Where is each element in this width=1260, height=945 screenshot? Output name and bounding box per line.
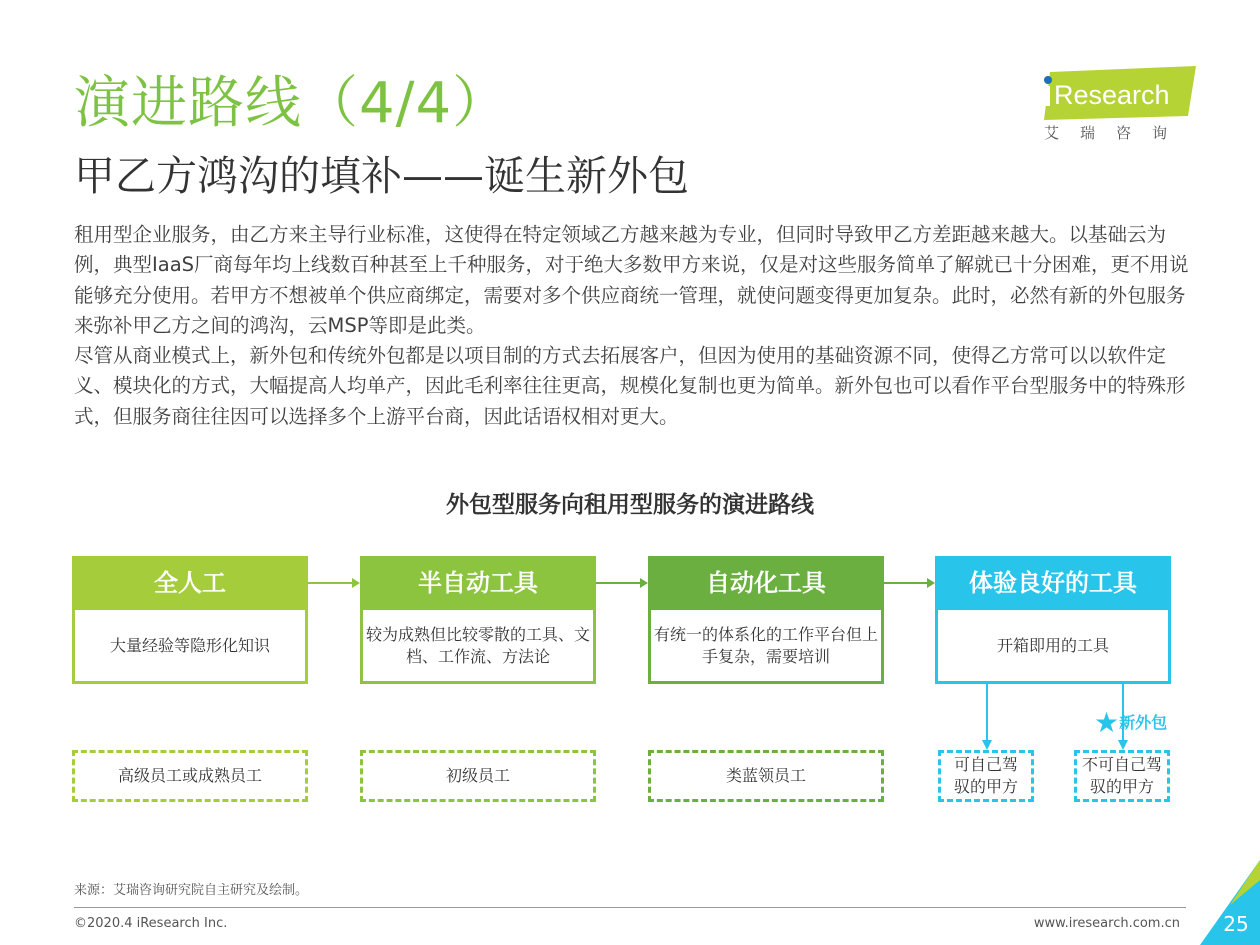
website-link: www.iresearch.com.cn bbox=[1033, 916, 1180, 931]
copyright: ©2020.4 iResearch Inc. bbox=[74, 916, 228, 931]
page-title: 演进路线（4/4） bbox=[74, 71, 510, 136]
page-subtitle: 甲乙方鸿沟的填补——诞生新外包 bbox=[74, 152, 689, 200]
footer-divider bbox=[74, 907, 1186, 908]
stage-full-manual bbox=[72, 556, 308, 684]
worker-box: 类蓝领员工 bbox=[648, 750, 884, 802]
stage-head: 自动化工具 bbox=[706, 569, 826, 597]
arrow-right-icon bbox=[308, 575, 362, 591]
stage-head: 体验良好的工具 bbox=[969, 569, 1137, 597]
paragraph-1: 租用型企业服务，由乙方来主导行业标准，这使得在特定领域乙方越来越为专业，但同时导致甲乙方差距越来越大。以基础云为例，典型IaaS厂商每年均上线数百种甚至上千种服务，对于绝大多数甲方来说，仅是对这些服务简单了解就已十分困难，更不用说能够充分使用。若甲方不想被单个供应商绑定，需要对多个供应商统一管理，就使问题变得更加复杂。此时，必然有新的外包服务来弥补甲乙方之间的鸿沟，云MSP等即是此类。 bbox=[74, 223, 1189, 337]
arrow-right-icon bbox=[883, 575, 937, 591]
target-box-self-manage: 可自己驾驭的甲方 bbox=[938, 750, 1034, 802]
target-box-cannot-self-manage: 不可自己驾驭的甲方 bbox=[1074, 750, 1170, 802]
stage-good-experience bbox=[935, 556, 1171, 684]
svg-text:Research: Research bbox=[1054, 80, 1170, 110]
source-note: 来源：艾瑞咨询研究院自主研究及绘制。 bbox=[74, 883, 309, 898]
star-icon: ★ bbox=[1094, 706, 1120, 739]
logo-tagline: 艾瑞咨询 bbox=[1044, 124, 1189, 142]
body-text bbox=[74, 220, 1198, 432]
stage-body: 开箱即用的工具 bbox=[938, 610, 1168, 681]
arrow-right-icon bbox=[596, 575, 650, 591]
diagram-title: 外包型服务向租用型服务的演进路线 bbox=[446, 492, 814, 518]
worker-box: 初级员工 bbox=[360, 750, 596, 802]
page-number: 25 bbox=[1223, 912, 1249, 936]
paragraph-2: 尽管从商业模式上，新外包和传统外包都是以项目制的方式去拓展客户，但因为使用的基础资源不同，使得乙方常可以以软件定义、模块化的方式，大幅提高人均单产，因此毛利率往往更高，规模化复制也更为简单。新外包也可以看作平台型服务中的特殊形式，但服务商往往因可以选择多个上游平台商，因此话语权相对更大。 bbox=[74, 344, 1186, 428]
new-outsourcing-label: ★新外包 bbox=[1094, 706, 1168, 739]
stage-body: 大量经验等隐形化知识 bbox=[75, 610, 305, 681]
stage-semi-auto bbox=[360, 556, 596, 684]
stage-body: 有统一的体系化的工作平台但上手复杂，需要培训 bbox=[651, 610, 881, 681]
worker-box: 高级员工或成熟员工 bbox=[72, 750, 308, 802]
stage-body: 较为成熟但比较零散的工具、文档、工作流、方法论 bbox=[363, 610, 593, 681]
stage-head: 半自动工具 bbox=[418, 569, 538, 597]
stage-automation bbox=[648, 556, 884, 684]
stage-head: 全人工 bbox=[154, 569, 226, 597]
